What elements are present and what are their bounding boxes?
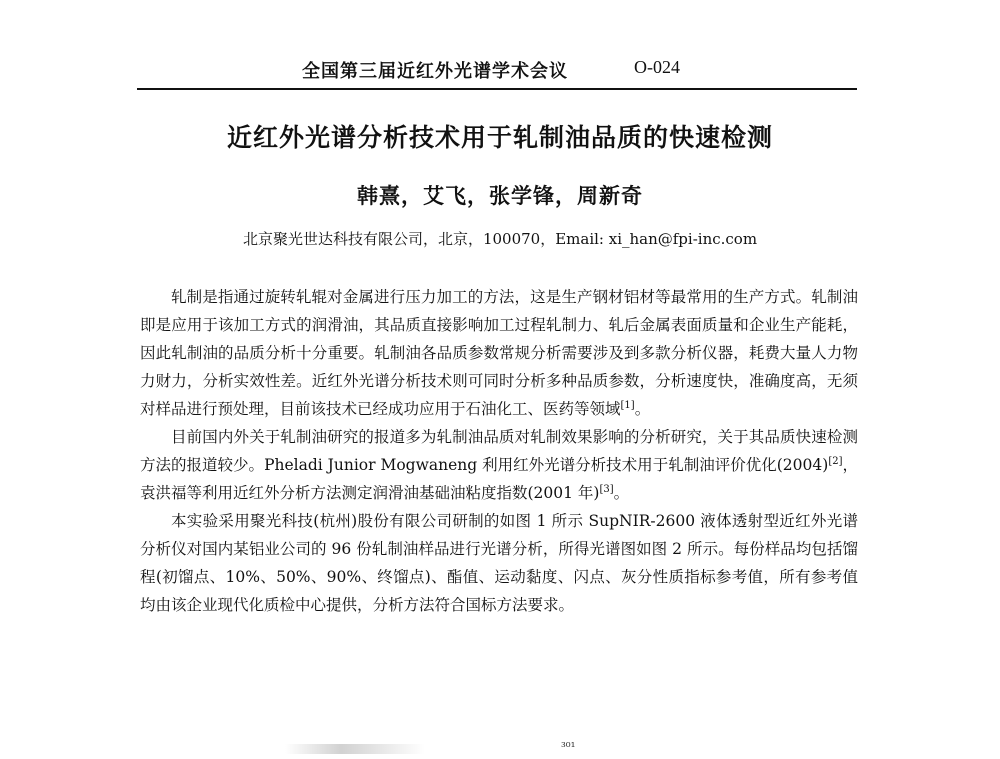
author-list: 韩熹，艾飞，张学锋，周新奇	[357, 184, 643, 208]
page-number: ³⁰¹	[561, 740, 576, 754]
paragraph-2-tail: 。	[613, 484, 630, 502]
paragraph-1-text: 轧制是指通过旋转轧辊对金属进行压力加工的方法，这是生产钢材铝材等最常用的生产方式。轧制油即是应用于该加工方式的润滑油，其品质直接影响加工过程轧制力、轧后金属表面质量和企业生产能耗，因此轧制油的品质分析十分重要。轧制油各品质参数常规分析需要涉及到多款分析仪器，耗费大量人力物力财力，分析实效性差。近红外光谱分析技术则可同时分析多种品质参数，分析速度快，准确度高，无须对样品进行预处理，目前该技术已经成功应用于石油化工、医药等领域	[140, 288, 858, 418]
header-rule	[137, 88, 857, 90]
paragraph-1	[140, 283, 858, 423]
paragraph-3-text: 本实验采用聚光科技(杭州)股份有限公司研制的如图 1 所示 SupNIR-2600 液体透射型近红外光谱分析仪对国内某铝业公司的 96 份轧制油样品进行光谱分析，所得光谱图如图 2 所示。每份样品均包括馏程(初馏点、10%、50%、90%、终馏点)、酯值、运动黏度、闪点、灰分性质指标参考值，所有参考值均由该企业现代化质检中心提供，分析方法符合国标方法要求。	[140, 512, 858, 614]
paragraph-2-text-a: 目前国内外关于轧制油研究的报道多为轧制油品质对轧制效果影响的分析研究，关于其品质快速检测方法的报道较少。Pheladi Junior Mogwaneng 利用红外光谱分析技术用于轧制油评价优化(2004)	[140, 428, 858, 474]
citation-3: [3]	[599, 484, 614, 495]
running-header	[137, 57, 857, 87]
conference-name: 全国第三届近红外光谱学术会议	[302, 61, 568, 82]
paragraph-2-text-b: ，袁洪福等利用近红外分析方法测定润滑油基础油粘度指数(2001 年)	[140, 456, 858, 502]
paper-title: 近红外光谱分析技术用于轧制油品质的快速检测	[226, 123, 773, 152]
paper-code: O-024	[634, 57, 680, 77]
paragraph-3	[140, 507, 858, 619]
scan-artifact	[285, 744, 425, 754]
citation-1: [1]	[620, 400, 635, 411]
affiliation: 北京聚光世达科技有限公司，北京，100070，Email: xi_han@fpi-inc.com	[242, 230, 758, 248]
citation-2: [2]	[828, 456, 843, 467]
paragraph-2	[140, 423, 858, 507]
abstract-body	[140, 283, 858, 619]
paragraph-1-tail: 。	[634, 400, 651, 418]
